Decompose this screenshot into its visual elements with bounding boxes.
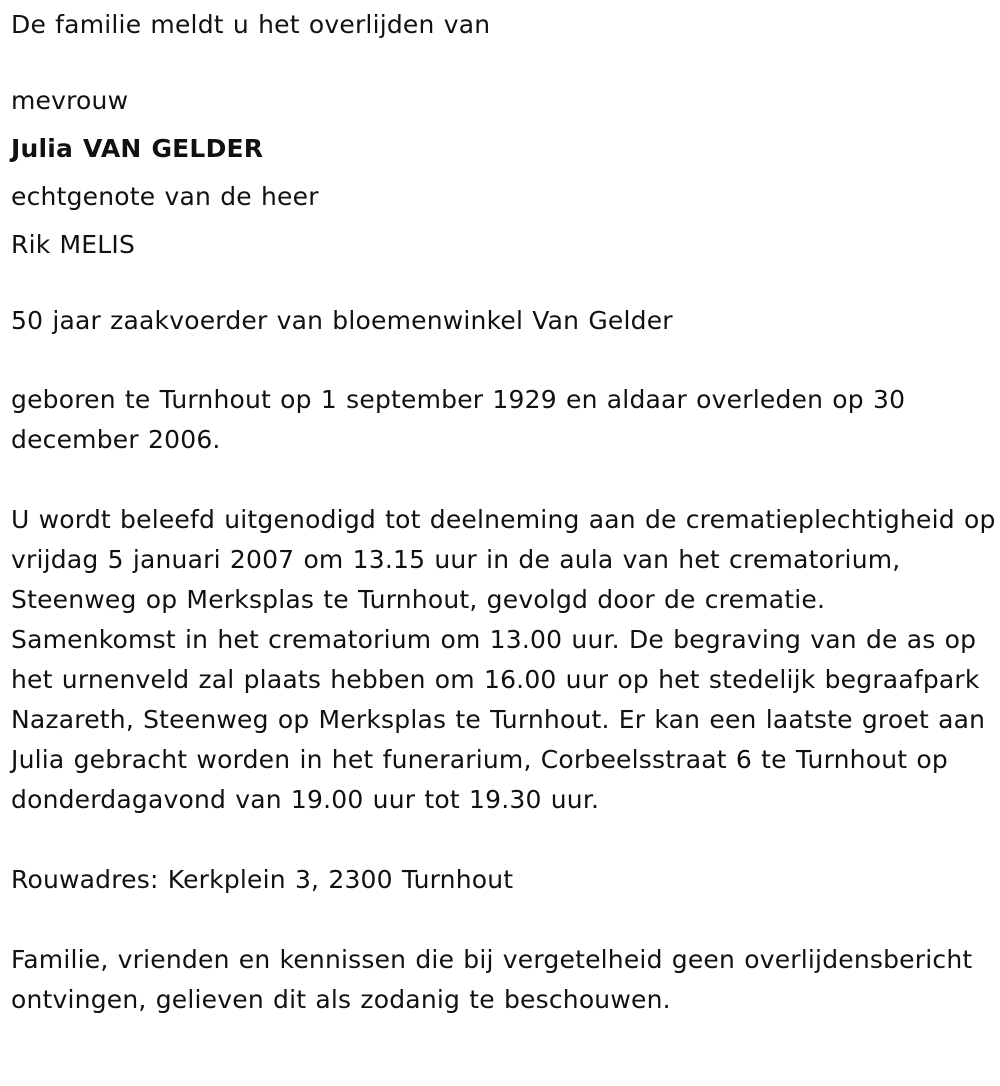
deceased-name: Julia VAN GELDER [11, 134, 264, 163]
intro-text: De familie meldt u het overlijden van [11, 10, 491, 39]
birth-death-text: geboren te Turnhout op 1 september 1929 en aldaar overleden op 30 december 2006. [11, 385, 906, 454]
salutation: mevrouw [11, 86, 129, 115]
deceased-block [11, 77, 996, 269]
spouse-label: echtgenote van de heer [11, 182, 319, 211]
mourning-address: Rouwadres: Kerkplein 3, 2300 Turnhout [11, 865, 514, 894]
occupation-text: 50 jaar zaakvoerder van bloemenwinkel Van Gelder [11, 306, 673, 335]
obituary-notice [11, 5, 996, 1020]
spouse-name: Rik MELIS [11, 230, 136, 259]
ceremony-text: U wordt beleefd uitgenodigd tot deelneming aan de crematieplechtigheid op vrijdag 5 januari 2007 om 13.15 uur in de aula van het crematorium, Steenweg op Merksplas te Turnhout, gevolgd door de crematie. Samenkomst in het crematorium om 13.00 uur. De begraving van de as op het urnenveld zal plaats hebben om 16.00 uur op het stedelijk begraafpark Nazareth, Steenweg op Merksplas te Turnhout. Er kan een laatste groet aan Julia gebracht worden in het funerarium, Corbeelsstraat 6 te Turnhout op donderdagavond van 19.00 uur tot 19.30 uur. [11, 505, 996, 814]
closing-text: Familie, vrienden en kennissen die bij vergetelheid geen overlijdensbericht ontvingen, gelieven dit als zodanig te beschouwen. [11, 945, 973, 1014]
